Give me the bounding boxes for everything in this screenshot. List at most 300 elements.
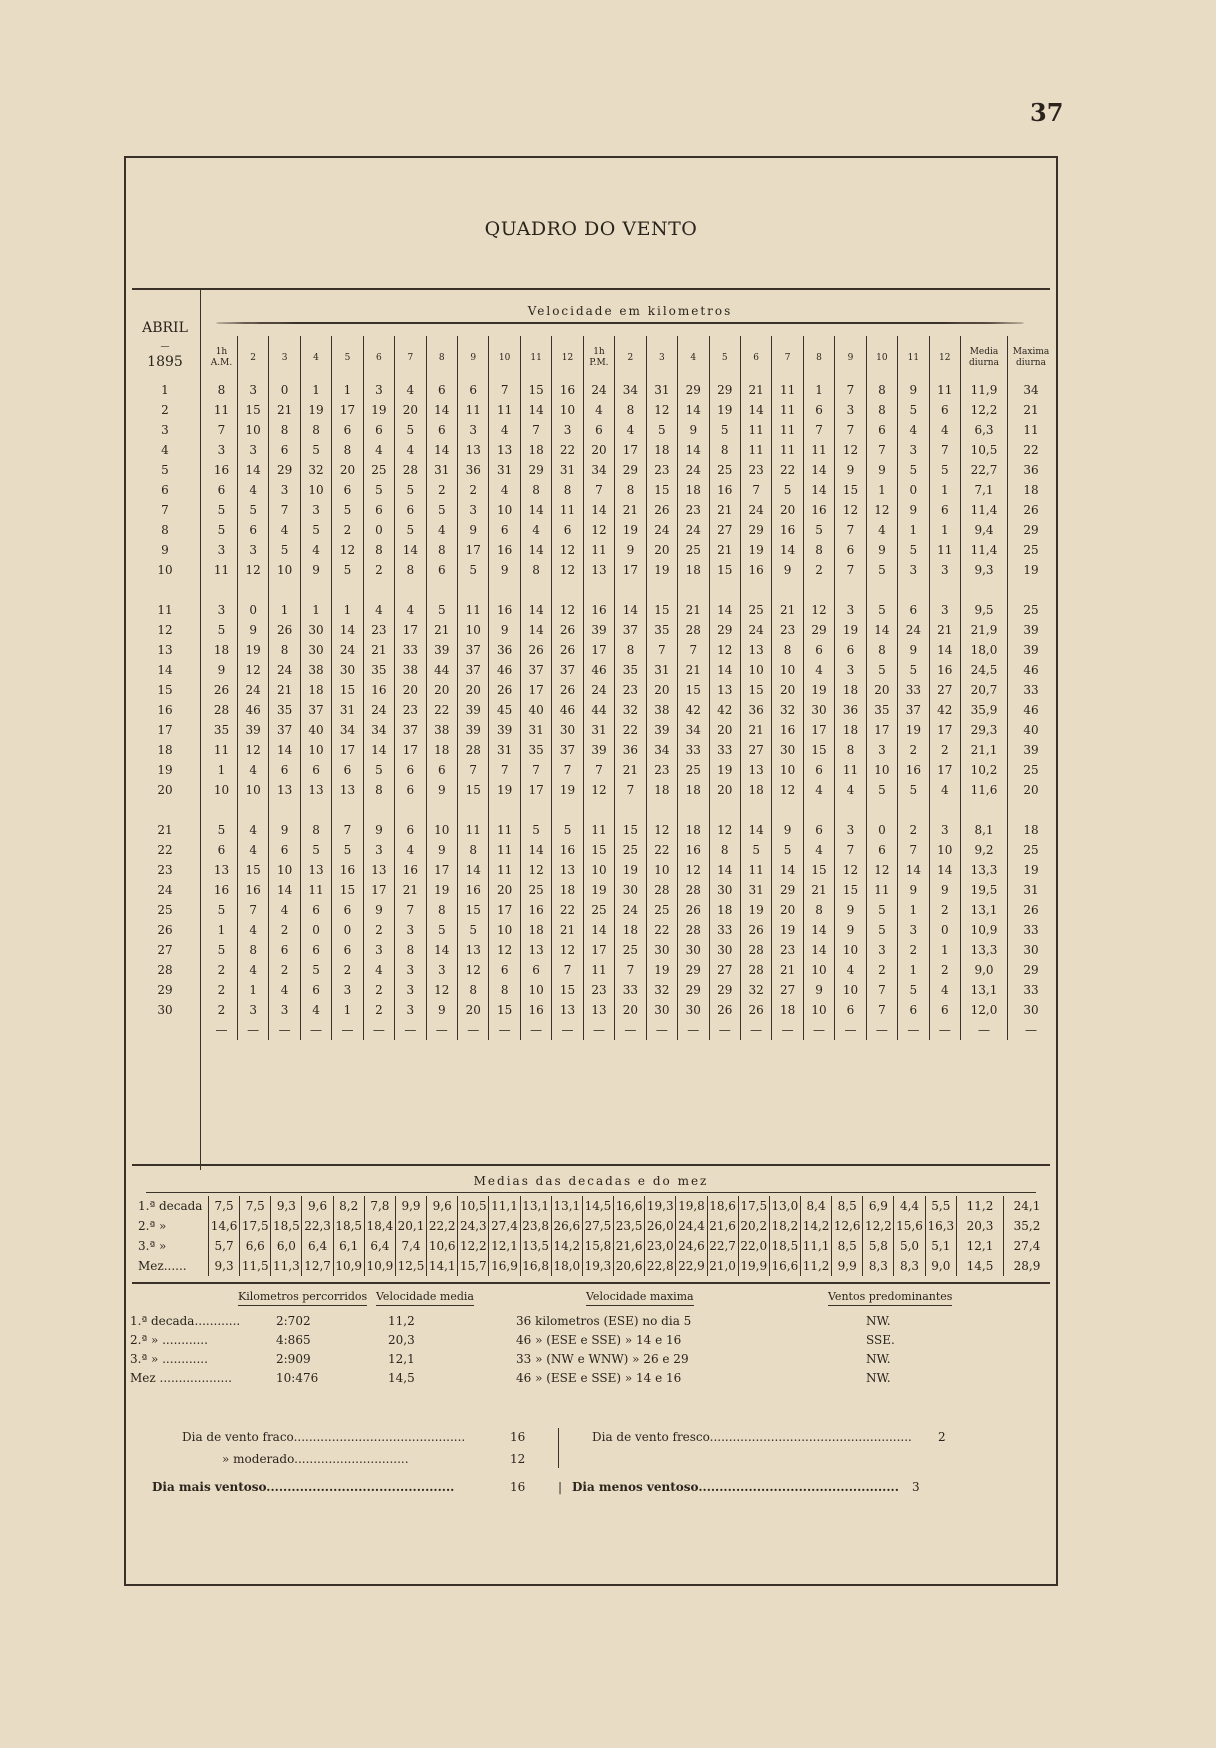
table-cell: 10 [237,780,268,800]
table-cell: 8 [300,820,331,840]
table-cell: 5 [217,943,226,957]
table-cell: 20 [426,680,457,700]
table-cell: 17 [520,680,551,700]
means-cell: 14,6 [209,1216,240,1236]
means-cell: 24,3 [458,1216,489,1236]
blank-cell [426,580,457,600]
table-cell: 5 [217,823,226,837]
mais-ventoso-value: 16 [510,1480,526,1494]
summary-ventos: NW. [866,1352,891,1366]
table-cell: 3 [237,440,268,460]
table-cell: 3 [363,940,394,960]
table-cell: 9 [772,820,803,840]
table-cell: 16 [489,540,520,560]
means-cell: 11,3 [271,1256,302,1276]
table-cell: 19 [489,780,520,800]
table-cell: 40 [300,720,331,740]
hour-header: 6 [363,336,394,380]
means-cell: 21,6 [707,1216,738,1236]
summary-maxima: 46 » (ESE e SSE) » 14 e 16 [516,1371,682,1385]
table-cell: 23 [363,620,394,640]
means-cell: 11,2 [957,1196,1004,1216]
table-cell: 9 [678,420,709,440]
table-row [206,940,1054,960]
table-cell: 14 [520,500,551,520]
table-cell: 11 [213,563,230,577]
table-cell: 23 [772,620,803,640]
day-number: 29 [157,983,173,997]
table-cell: 14 [803,480,834,500]
table-cell: 6 [426,560,457,580]
summary-media: 20,3 [388,1333,415,1347]
means-cell: 11,1 [489,1196,520,1216]
table-cell: 3 [269,480,300,500]
table-row [206,860,1054,880]
table-cell: 3 [426,960,457,980]
table-cell: 6 [803,760,834,780]
table-cell: 14 [678,440,709,460]
table-cell: 9,4 [961,520,1008,540]
table-cell: 26 [552,680,583,700]
hour-header: Maxima diurna [1008,336,1055,380]
table-cell: 11 [740,420,771,440]
means-cell: 27,4 [1004,1236,1051,1256]
table-cell: 5 [929,460,960,480]
means-cell: 18,4 [364,1216,395,1236]
table-cell: 4 [583,400,614,420]
table-cell: 25 [740,600,771,620]
table-row [206,780,1054,800]
table-cell: 9,5 [961,600,1008,620]
table-cell: 24 [678,520,709,540]
blank-cell [426,800,457,820]
table-cell: 5 [217,903,226,917]
table-cell: 0 [866,820,897,840]
table-cell: 7 [898,840,929,860]
table-cell: 3 [898,440,929,460]
table-cell: 11 [740,440,771,460]
summary-ventos: NW. [866,1371,891,1385]
blank-cell [552,580,583,600]
blank-cell [678,580,709,600]
table-cell: 20 [646,540,677,560]
table-cell: 5 [395,420,426,440]
table-cell: 19 [615,860,646,880]
table-cell: 6 [489,960,520,980]
table-cell: 19 [709,400,740,420]
table-cell: 28 [678,920,709,940]
table-row [206,760,1054,780]
table-cell: 9 [898,500,929,520]
table-cell: 5 [772,480,803,500]
table-cell: 24 [237,680,268,700]
table-cell: 36 [835,700,866,720]
table-cell: 18 [678,480,709,500]
table-cell: 36 [615,740,646,760]
table-cell: 15 [646,480,677,500]
table-cell: 12 [646,400,677,420]
blank-cell [583,580,614,600]
table-cell: 18 [1008,820,1055,840]
table-cell: 6 [583,420,614,440]
table-cell: 19 [646,960,677,980]
table-cell: 10 [803,1000,834,1020]
day-number: 11 [157,603,173,617]
table-cell: 26 [552,620,583,640]
table-cell: 19 [740,540,771,560]
table-cell: 40 [1008,720,1055,740]
table-cell: 15 [835,480,866,500]
table-cell: 13 [709,680,740,700]
table-cell: 28 [213,703,230,717]
table-cell: 18 [835,680,866,700]
blank-cell [1008,800,1055,820]
table-cell: 20 [332,460,363,480]
table-cell: 19 [772,920,803,940]
table-cell: 11 [772,380,803,400]
table-cell: 17 [332,740,363,760]
table-cell: 8 [803,900,834,920]
blank-cell [740,800,771,820]
table-cell: 19 [835,620,866,640]
day-number: 10 [157,563,173,577]
table-cell: 1 [269,600,300,620]
table-cell: 15 [678,680,709,700]
table-cell: 5 [332,560,363,580]
table-row [206,660,1054,680]
table-cell: 7 [458,760,489,780]
day-number: 27 [157,943,173,957]
table-cell: 12 [709,820,740,840]
table-cell: 6 [217,843,226,857]
dash-cell: — [458,1020,489,1040]
table-cell: 31 [520,720,551,740]
table-cell: 14 [615,600,646,620]
means-cell: 35,2 [1004,1216,1051,1236]
table-cell: 5 [395,480,426,500]
means-cell: 19,8 [676,1196,707,1216]
table-cell: 16 [458,880,489,900]
table-cell: 15 [583,840,614,860]
means-cell: 16,8 [520,1256,551,1276]
table-cell: 19 [237,640,268,660]
dash-cell: — [961,1020,1008,1040]
table-cell: 14 [520,620,551,640]
table-cell: 2 [363,1000,394,1020]
table-cell: 12 [835,860,866,880]
table-cell: 34 [583,460,614,480]
dash-cell: — [1008,1020,1055,1040]
table-cell: 17 [866,720,897,740]
table-cell: 7 [489,380,520,400]
table-cell: 4 [237,920,268,940]
table-cell: 5 [300,440,331,460]
means-cell: 6,0 [271,1236,302,1256]
means-cell: 22,2 [427,1216,458,1236]
decade-gap [206,800,1054,820]
table-cell: 4 [269,980,300,1000]
table-cell: 18 [678,820,709,840]
table-cell: 24 [269,660,300,680]
table-cell: 6 [520,960,551,980]
table-cell: 23 [740,460,771,480]
table-cell: 10 [269,560,300,580]
day-number: 20 [157,783,173,797]
table-cell: 21 [678,660,709,680]
hour-header: 3 [269,336,300,380]
table-cell: 37 [458,660,489,680]
means-row [138,1236,1050,1256]
table-cell: 15 [803,860,834,880]
means-cell: 15,7 [458,1256,489,1276]
year-label: 1895 [147,354,183,370]
table-cell: 17 [803,720,834,740]
table-cell: 7 [237,900,268,920]
table-cell: 33 [1008,980,1055,1000]
table-cell: 9 [300,560,331,580]
means-row [138,1256,1050,1276]
table-cell: 19 [615,520,646,540]
means-cell: 24,4 [676,1216,707,1236]
table-cell: 20 [1008,780,1055,800]
table-cell: 28 [395,460,426,480]
day-number: 30 [157,1003,173,1017]
hour-header: 6 [740,336,771,380]
means-cell: 7,5 [240,1196,271,1216]
table-cell: 9 [458,520,489,540]
table-cell: 46 [552,700,583,720]
table-cell: 42 [929,700,960,720]
table-cell: 35,9 [961,700,1008,720]
table-cell: 5 [217,623,226,637]
means-cell: 8,2 [333,1196,364,1216]
table-cell: 1 [332,1000,363,1020]
table-cell: 9 [269,820,300,840]
table-cell: 5 [898,400,929,420]
table-cell: 5 [395,520,426,540]
table-cell: 25 [1008,760,1055,780]
table-cell: 10 [458,620,489,640]
table-cell: 17 [615,560,646,580]
table-cell: 19 [363,400,394,420]
table-cell: 10 [772,760,803,780]
table-cell: 12 [426,980,457,1000]
table-cell: 8 [269,640,300,660]
table-cell: 29 [678,980,709,1000]
table-cell: 8 [520,560,551,580]
dash-cell: — [709,1020,740,1040]
table-cell: 21 [740,380,771,400]
table-cell: 6 [300,900,331,920]
means-cell: 5,0 [894,1236,925,1256]
table-cell: 34 [646,740,677,760]
day-number: 9 [161,543,169,557]
table-row [206,700,1054,720]
table-cell: 30 [615,880,646,900]
blank-cell [395,580,426,600]
table-cell: 25 [1008,540,1055,560]
means-cell: 19,3 [645,1196,676,1216]
table-cell: 27 [929,680,960,700]
means-cell: 23,5 [614,1216,645,1236]
table-cell: 6 [332,480,363,500]
table-cell: 21 [678,600,709,620]
table-cell: 14 [520,540,551,560]
blank-cell [332,580,363,600]
table-cell: 35 [520,740,551,760]
table-cell: 0 [929,920,960,940]
table-cell: 16 [363,680,394,700]
table-cell: 29 [740,520,771,540]
month-label: ABRIL [142,320,188,336]
table-cell: 21 [709,540,740,560]
table-cell: 14 [583,500,614,520]
table-cell: 21,9 [961,620,1008,640]
day-number: 12 [157,623,173,637]
table-cell: 4 [363,960,394,980]
table-cell: 44 [583,700,614,720]
table-cell: 1 [237,980,268,1000]
table-cell: 30 [1008,940,1055,960]
table-cell: 8 [866,640,897,660]
blank-cell [458,580,489,600]
table-cell: 26 [213,683,230,697]
table-cell: 8 [426,540,457,560]
table-cell: 24 [898,620,929,640]
table-cell: 8 [458,980,489,1000]
table-cell: 9 [217,663,226,677]
table-cell: 2 [929,960,960,980]
table-cell: 24 [740,500,771,520]
means-table [138,1196,1050,1276]
table-cell: 12 [866,500,897,520]
table-cell: 42 [709,700,740,720]
table-cell: 17 [583,640,614,660]
table-cell: 16 [898,760,929,780]
table-cell: 4 [237,840,268,860]
day-number: 22 [157,843,173,857]
day-number: 1 [161,383,169,397]
dash-cell: — [552,1020,583,1040]
table-cell: 26 [678,900,709,920]
table-cell: 13,3 [961,940,1008,960]
table-cell: 14 [520,840,551,860]
table-cell: 13 [300,860,331,880]
blank-cell [803,800,834,820]
summary-media: 14,5 [388,1371,415,1385]
blank-cell [1008,580,1055,600]
table-cell: 11 [929,540,960,560]
media-header: Velocidade media [376,1290,474,1306]
table-cell: 6 [237,520,268,540]
table-cell: 25 [1008,840,1055,860]
table-cell: 6 [363,500,394,520]
table-cell: 8 [615,400,646,420]
table-cell: 6 [489,520,520,540]
table-cell: 12 [458,960,489,980]
summary-km: 2:909 [276,1352,311,1366]
table-cell: 37 [458,640,489,660]
means-row [138,1196,1050,1216]
table-cell: 5 [237,500,268,520]
means-cell: 17,5 [738,1196,769,1216]
table-cell: 4 [363,600,394,620]
table-cell: 9 [898,880,929,900]
table-cell: 29 [709,380,740,400]
table-cell: 24,5 [961,660,1008,680]
table-cell: 11 [213,743,230,757]
table-cell: 11 [583,540,614,560]
table-cell: 10 [835,940,866,960]
table-cell: 10 [803,960,834,980]
table-cell: 1 [929,520,960,540]
table-cell: 14 [740,820,771,840]
mais-ventoso-label: Dia mais ventoso............................................. [152,1480,455,1494]
table-cell: 7 [395,900,426,920]
table-cell: 15 [835,880,866,900]
km-header: Kilometros percorridos [238,1290,367,1306]
table-cell: 6 [426,760,457,780]
table-cell: 6 [835,1000,866,1020]
table-cell: 10 [740,660,771,680]
table-cell: 1 [300,600,331,620]
table-cell: 20 [583,440,614,460]
means-cell: 10,9 [333,1256,364,1276]
table-cell: 13,1 [961,900,1008,920]
dash-cell: — [237,1020,268,1040]
table-cell: 6 [269,440,300,460]
fraco-value: 16 [510,1430,526,1444]
means-cell: 8,5 [832,1196,863,1216]
table-cell: 8 [269,420,300,440]
table-cell: 11 [489,400,520,420]
table-cell: 14 [520,600,551,620]
table-cell: 33 [1008,920,1055,940]
table-cell: 2 [898,740,929,760]
table-cell: 9 [772,560,803,580]
table-row [206,440,1054,460]
day-number: 8 [161,523,169,537]
table-cell: 35 [363,660,394,680]
table-cell: 31 [489,740,520,760]
table-cell: 5 [866,560,897,580]
table-cell: 21,1 [961,740,1008,760]
table-cell: 1 [332,380,363,400]
table-cell: 20 [709,780,740,800]
table-cell: 5 [426,500,457,520]
summary-km: 2:702 [276,1314,311,1328]
dash-cell: — [898,1020,929,1040]
table-cell: 2 [363,920,394,940]
summary-maxima: 46 » (ESE e SSE) » 14 e 16 [516,1333,682,1347]
table-row [206,620,1054,640]
day-number: 16 [157,703,173,717]
summary-maxima: 36 kilometros (ESE) no dia 5 [516,1314,692,1328]
table-cell: 16 [395,860,426,880]
table-cell: 13 [213,863,230,877]
table-cell: 16 [332,860,363,880]
table-cell: 32 [646,980,677,1000]
table-cell: 17 [426,860,457,880]
table-cell: 12 [772,780,803,800]
means-cell: 8,5 [832,1236,863,1256]
table-cell: 13 [583,1000,614,1020]
table-cell: 16 [489,600,520,620]
table-cell: 17 [520,780,551,800]
table-cell: 31 [646,380,677,400]
blank-cell [803,580,834,600]
table-cell: 39 [646,720,677,740]
